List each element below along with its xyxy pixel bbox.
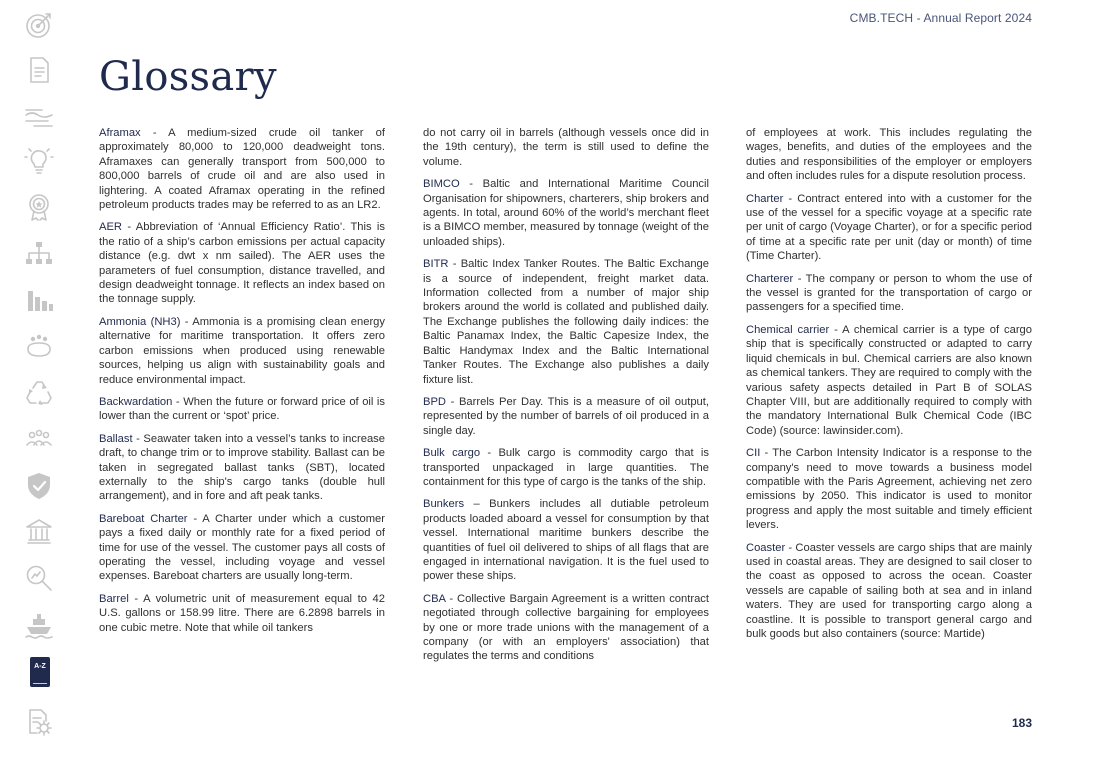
glossary-entry — [99, 432, 385, 504]
glossary-definition: – Bunkers includes all dutiable petroleum products loaded aboard a vessel for consumption by that vessel. International maritime bunkers describe the quantities of fuel oil delivered to ships of all flags that are engaged in international navigation. It is the fuel used to power these ships. — [423, 498, 709, 583]
target-icon[interactable] — [22, 8, 56, 42]
glossary-term: BPD — [423, 395, 447, 408]
glossary-term: Barrel — [99, 592, 129, 605]
glossary-definition: - A chemical carrier is a type of cargo ship that is specifically constructed or adapted to carry liquid chemicals in bul. Chemical carriers are also known as chemical tankers. They are required to comply with the various safety aspects detailed in Part B of SOLAS Chapter VIII, but are additionally required to comply with the mandatory International Bulk Chemical Code (IBC Code) (source: lawinsider.com). — [746, 323, 1032, 437]
glossary-entry — [99, 512, 385, 584]
glossary-term: Charterer — [746, 272, 794, 285]
glossary-term: BIMCO — [423, 178, 460, 191]
glossary-column-3 — [746, 126, 1032, 649]
glossary-entry — [99, 592, 385, 635]
glossary-entry — [746, 446, 1032, 532]
glossary-entry — [746, 541, 1032, 642]
waves-icon[interactable] — [22, 99, 56, 133]
glossary-book-icon[interactable] — [30, 657, 50, 687]
recycle-icon[interactable] — [22, 376, 56, 410]
glossary-term: Aframax — [99, 127, 141, 139]
community-icon[interactable] — [22, 329, 56, 363]
glossary-definition: - Bulk cargo is commodity cargo that is transported unpackaged in large quantities. The containment for this type of cargo is the tanks of the ship. — [423, 447, 710, 488]
glossary-entry — [746, 126, 1032, 184]
glossary-term: Chemical carrier — [746, 323, 830, 336]
award-icon[interactable] — [22, 190, 56, 224]
glossary-definition: - The company or person to whom the use of the vessel is granted for the transportation of cargo or passengers for a specified time. — [746, 272, 1032, 314]
glossary-entry — [423, 446, 709, 489]
glossary-term: Ballast — [99, 432, 133, 445]
glossary-entry — [746, 323, 1032, 438]
glossary-term: Charter — [746, 192, 784, 205]
glossary-definition: of employees at work. This includes regulating the wages, benefits, and duties of the employees and the duties and responsibilities of the employer or employers and often includes rules for a dispute resolution process. — [746, 127, 1032, 183]
page-number: 183 — [1011, 716, 1032, 730]
glossary-definition: - Abbreviation of ‘Annual Efficiency Ratio’. This is the ratio of a ship’s carbon emissions per actual capacity distance (e.g. dwt x nm sailed). The AER uses the parameters of fuel consumption, distance travelled, and design deadweight tonnage. It reflects an index based on the tonnage supply. — [99, 221, 385, 306]
glossary-term: Coaster — [746, 541, 786, 554]
glossary-column-2 — [423, 126, 709, 672]
glossary-term: CBA — [423, 592, 446, 605]
glossary-column-1 — [99, 126, 385, 643]
glossary-entry — [99, 315, 385, 387]
glossary-definition: do not carry oil in barrels (although vessels once did in the 19th century), the term is still used to define the volume. — [423, 127, 709, 168]
glossary-definition: - Collective Bargain Agreement is a written contract negotiated through collective bargaining for employees by one or more trade unions with the management of a company (or with an employers' association) that regulates the terms and conditions — [423, 592, 709, 663]
org-chart-icon[interactable] — [22, 237, 56, 271]
glossary-term: Ammonia (NH3) — [99, 315, 181, 328]
lightbulb-icon[interactable] — [22, 144, 56, 178]
bank-icon[interactable] — [22, 515, 56, 549]
magnifier-icon[interactable] — [22, 561, 56, 595]
glossary-term: BITR — [423, 258, 449, 271]
glossary-term: Bulk cargo — [423, 447, 481, 460]
glossary-definition: - A Charter under which a customer pays a fixed daily or monthly rate for a fixed period of time for use of the vessel. The customer pays all costs of operating the vessel, including voyage and vessel expenses. Bareboat charters are usually long-term. — [99, 512, 385, 583]
glossary-term: Bunkers — [423, 498, 465, 511]
glossary-definition: - A medium-sized crude oil tanker of approximately 80,000 to 120,000 deadweight tons. Aframaxes can generally transport from 500,000 to 800,000 barrels of crude oil and are also used in lightering. A coated Aframax operating in the refined petroleum products trades may be referred to as an LR2. — [99, 127, 385, 212]
glossary-entry — [746, 272, 1032, 315]
shield-check-icon[interactable] — [22, 469, 56, 503]
glossary-entry — [746, 192, 1032, 264]
glossary-definition: - A volumetric unit of measurement equal to 42 U.S. gallons or 158.99 litre. There are 6.2898 barrels in one cubic metre. Note that while oil tankers — [99, 592, 385, 634]
document-icon[interactable] — [22, 53, 56, 87]
glossary-definition: - Contract entered into with a customer for the use of the vessel for a specific voyage at a specific rate per unit of cargo (Voyage Charter), or for a specific period of time at a specific rate per unit (day or month) of time (Time Charter). — [746, 192, 1032, 263]
glossary-entry — [423, 126, 709, 169]
glossary-definition: - Coaster vessels are cargo ships that are mainly used in coastal areas. They are designed to sail closer to the coast as opposed to across the ocean. Coaster vessels are capable of sailing both at sea and in inland waters. They are used for transporting cargo along a coastline. It is possible to transport general cargo and bulk goods but also containers (source: Martide) — [746, 541, 1032, 640]
glossary-entry — [423, 497, 709, 583]
bar-chart-icon[interactable] — [22, 283, 56, 317]
file-gear-icon[interactable] — [22, 705, 56, 739]
glossary-definition: - When the future or forward price of oil is lower than the current or ‘spot’ price. — [99, 395, 385, 423]
glossary-az-label: A-Z — [30, 657, 50, 687]
glossary-definition: - Seawater taken into a vessel’s tanks to increase draft, to change trim or to improve stability. Ballast can be taken in segregated ballast tanks (SBT), located externally to the ship's cargo tanks (double hull arrangement), and in fore and aft peak tanks. — [99, 432, 385, 503]
glossary-definition: - Baltic and International Maritime Council Organisation for shipowners, charterers, ship brokers and agents. In total, around 60% of the world’s merchant fleet is a BIMCO member, measured by tonnage (weight of the unloaded ships). — [423, 178, 709, 248]
report-title: CMB.TECH - Annual Report 2024 — [849, 11, 1032, 25]
ship-icon[interactable] — [22, 607, 56, 641]
glossary-entry — [423, 592, 709, 664]
glossary-entry — [423, 395, 709, 438]
glossary-entry — [99, 126, 385, 212]
people-icon[interactable] — [22, 422, 56, 456]
glossary-definition: - Baltic Index Tanker Routes. The Baltic Exchange is a source of independent, freight market data. Information collected from a number of major ship brokers around the world is collated and published daily. The Exchange publishes the following daily indices: the Baltic Panamax Index, the Baltic Capesize Index, the Baltic Handymax Index and the Baltic International Tanker Routes. The Exchange also publishes a daily fixture list. — [423, 258, 709, 386]
glossary-entry — [423, 257, 709, 387]
glossary-term: CII — [746, 447, 761, 460]
section-sidebar — [0, 0, 80, 762]
glossary-term: AER — [99, 221, 123, 234]
glossary-entry — [99, 395, 385, 424]
glossary-definition: - The Carbon Intensity Indicator is a response to the company's need to move towards a business model compatible with the Paris Agreement, achieving net zero emissions by 2050. This indicator is used to monitor progress and apply the most suitable and timely efficient levers. — [746, 447, 1032, 532]
glossary-entry — [99, 220, 385, 306]
glossary-entry — [423, 177, 709, 249]
glossary-term: Bareboat Charter — [99, 512, 188, 525]
page-title: Glossary — [99, 54, 277, 100]
glossary-term: Backwardation — [99, 395, 173, 408]
glossary-definition: - Ammonia is a promising clean energy alternative for maritime transportation. It offers zero carbon emissions when produced using renewable sources, helping us align with sustainability goals and reduce environmental impact. — [99, 315, 385, 386]
glossary-definition: - Barrels Per Day. This is a measure of oil output, represented by the number of barrels of oil produced in a single day. — [423, 395, 709, 437]
